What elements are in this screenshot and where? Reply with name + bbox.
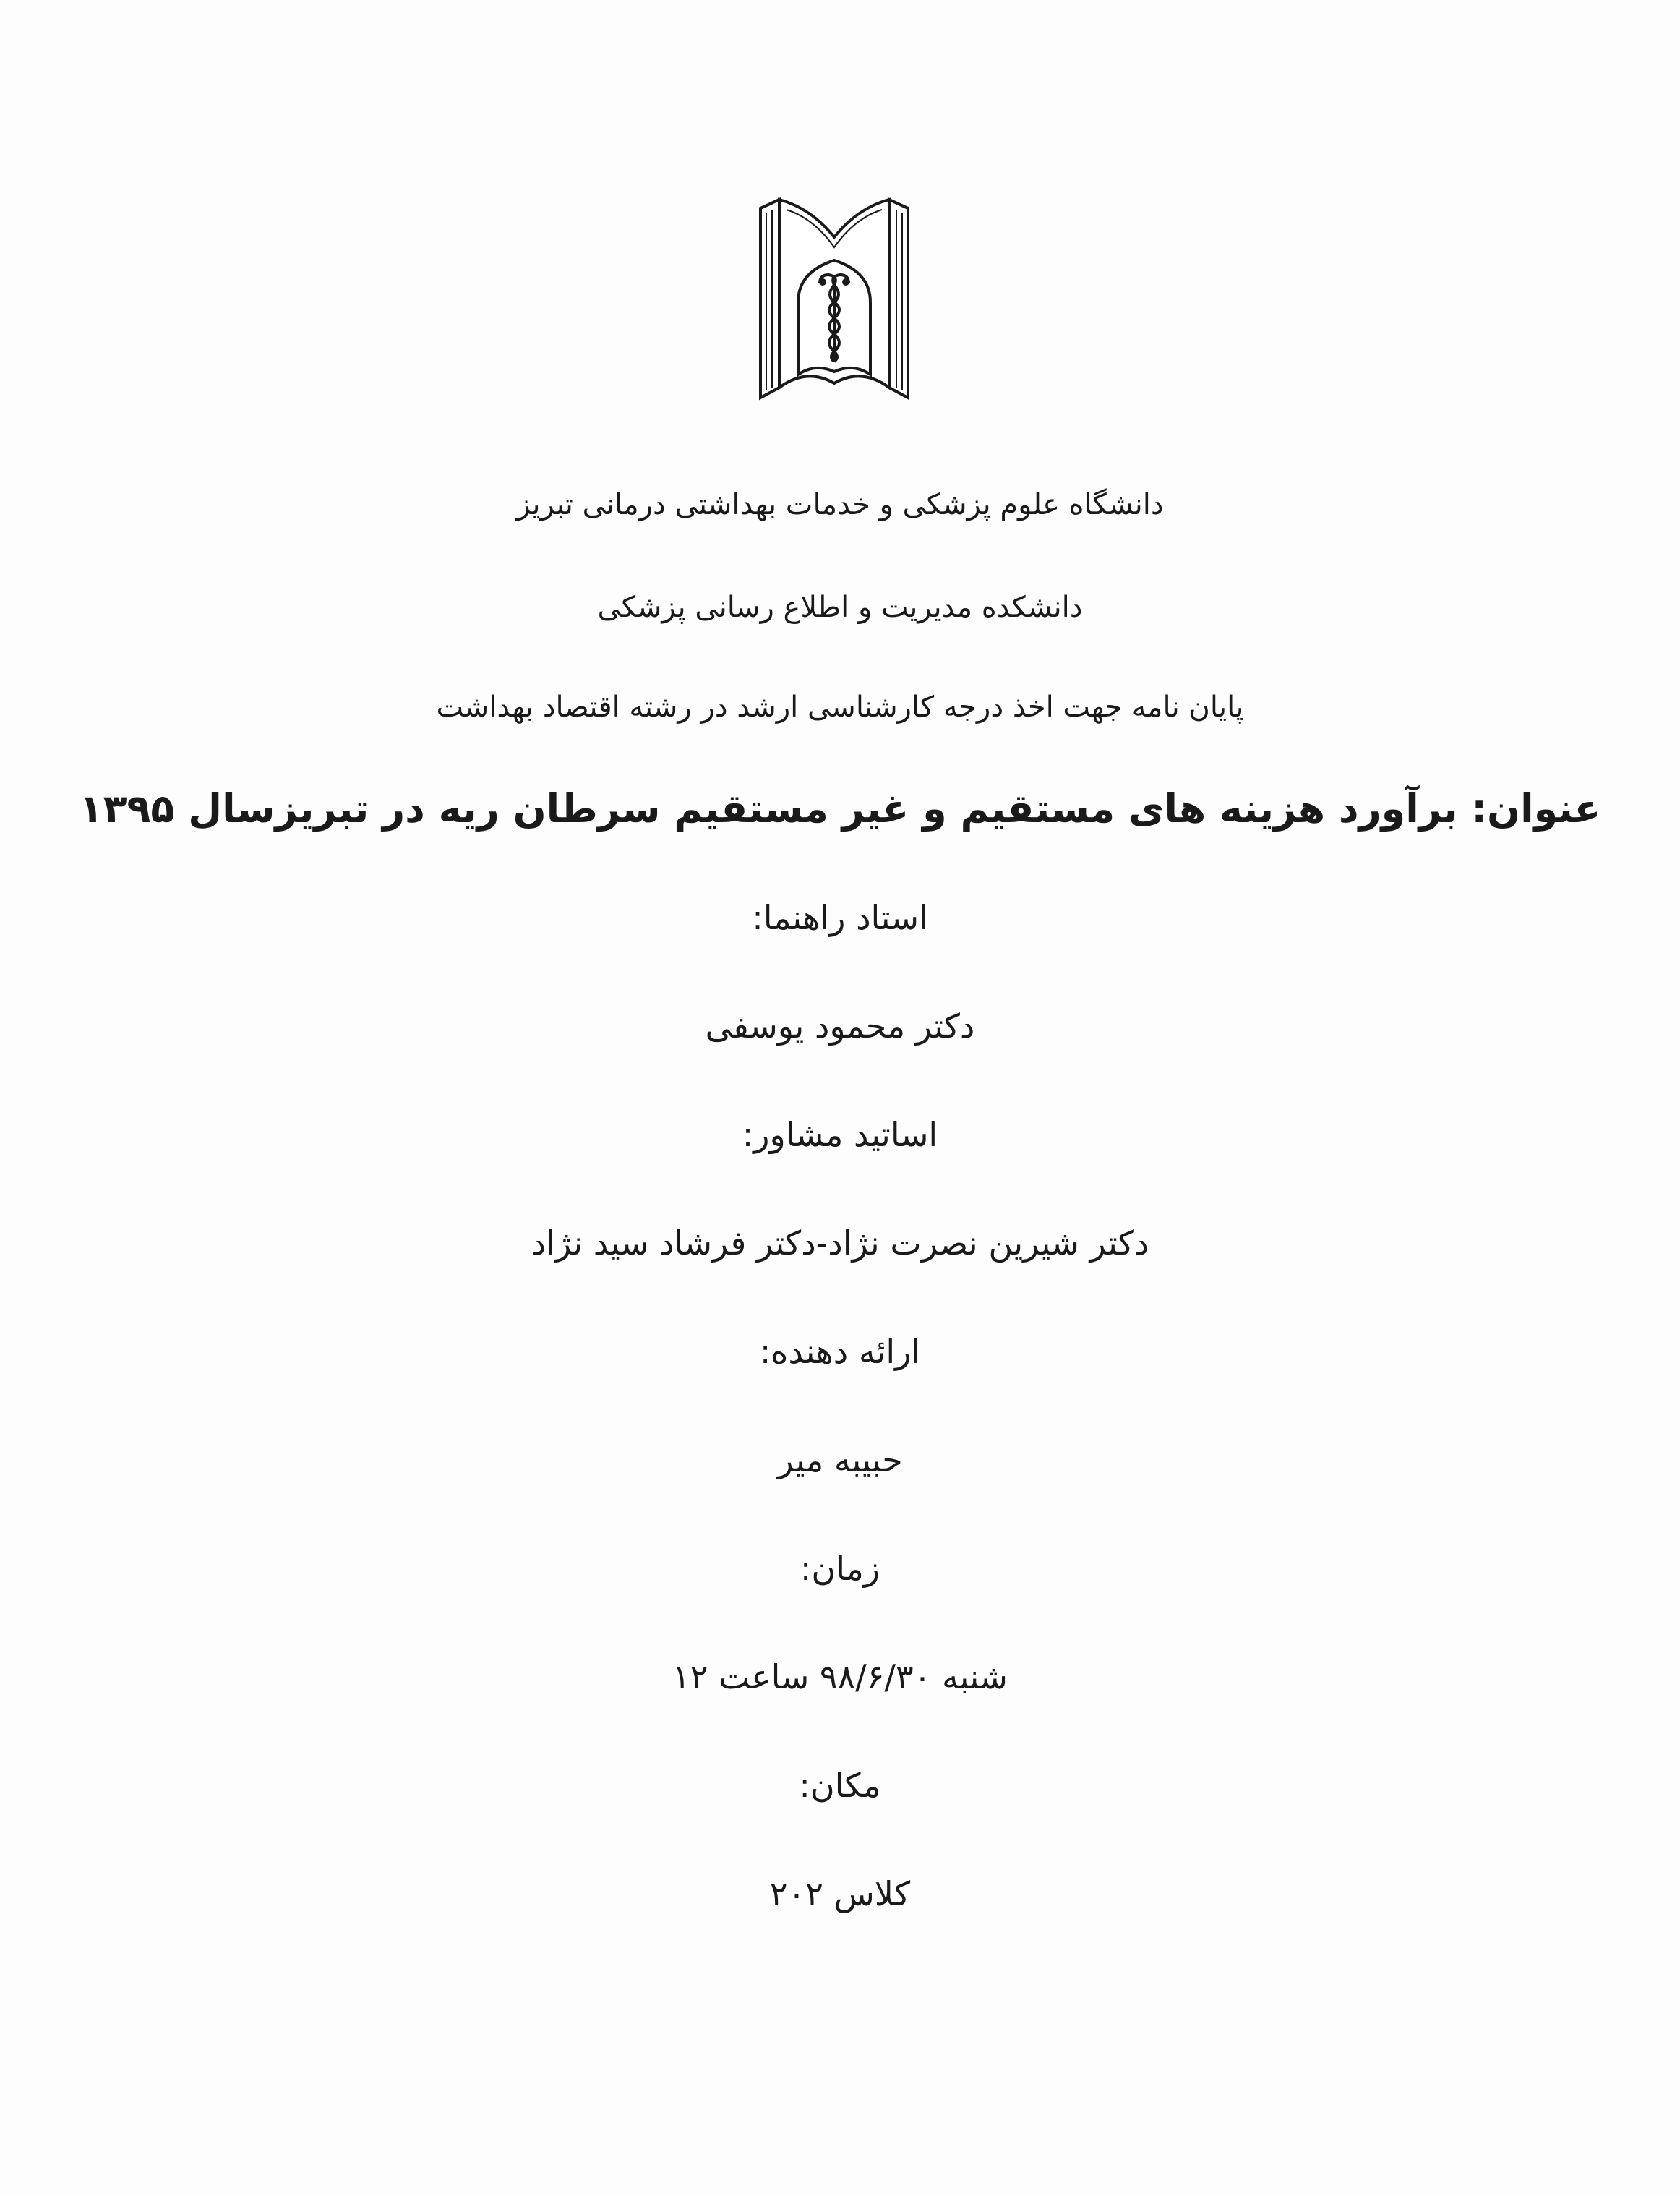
thesis-title: عنوان: برآورد هزینه های مستقیم و غیر مستقیم سرطان ریه در تبریزسال ۱۳۹۵ bbox=[79, 786, 1601, 832]
advisors-names: دکتر شیرین نصرت نژاد-دکتر فرشاد سید نژاد bbox=[531, 1223, 1149, 1263]
time-label: زمان: bbox=[800, 1549, 880, 1588]
supervisor-label: استاد راهنما: bbox=[752, 898, 928, 937]
faculty-name: دانشکده مدیریت و اطلاع رسانی پزشکی bbox=[597, 591, 1083, 624]
time-value: شنبه ۹۸/۶/۳۰ ساعت ۱۲ bbox=[672, 1657, 1008, 1696]
advisors-label: اساتید مشاور: bbox=[742, 1115, 938, 1154]
place-label: مکان: bbox=[799, 1766, 881, 1805]
degree-statement: پایان نامه جهت اخذ درجه کارشناسی ارشد در رشته اقتصاد بهداشت bbox=[436, 691, 1244, 724]
supervisor-name: دکتر محمود یوسفی bbox=[705, 1007, 975, 1046]
place-value: کلاس ۲۰۲ bbox=[769, 1874, 911, 1913]
presenter-name: حبیبه میر bbox=[777, 1440, 903, 1479]
presenter-label: ارائه دهنده: bbox=[759, 1332, 921, 1371]
university-name: دانشگاه علوم پزشکی و خدمات بهداشتی درمانی تبریز bbox=[516, 488, 1164, 521]
university-emblem-icon bbox=[753, 194, 915, 403]
